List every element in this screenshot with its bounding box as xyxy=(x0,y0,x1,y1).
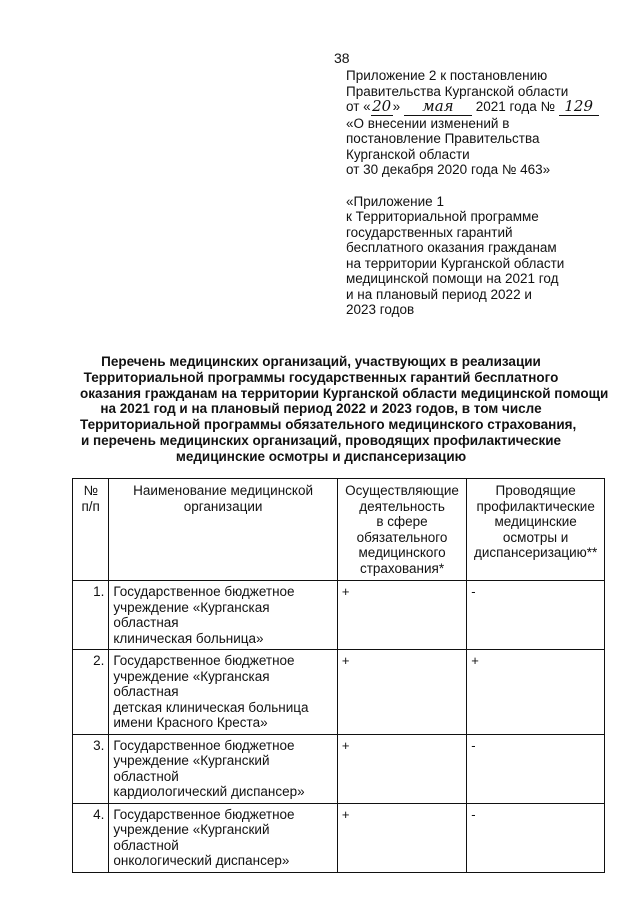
appendix1-line: «Приложение 1 xyxy=(346,193,444,209)
header-text: организации xyxy=(183,498,263,514)
title-line: оказания гражданам на территории Курганской области медицинской помощи xyxy=(80,385,609,401)
row-oms: + xyxy=(337,581,466,650)
handwritten-number: 129 xyxy=(559,99,599,116)
row-prof: + xyxy=(467,650,605,735)
date-mid: » xyxy=(392,99,401,114)
header-text: медицинского xyxy=(358,545,446,560)
title-line: Территориальной программы обязательного медицинского страхования, xyxy=(80,417,577,433)
year-text: 2021 года № xyxy=(475,99,555,114)
header-text: Осуществляющие xyxy=(345,483,459,498)
name-line: Государственное бюджетное xyxy=(113,584,295,599)
name-line: учреждение «Курганский областной xyxy=(113,822,270,853)
appendix-date-line xyxy=(346,99,616,116)
appendix-header xyxy=(346,68,616,318)
appendix-line: постановление Правительства xyxy=(346,131,540,146)
appendix-line: Курганской области xyxy=(346,146,470,162)
appendix-line: Приложение 2 к постановлению xyxy=(346,68,548,83)
document-title xyxy=(80,354,609,465)
name-line: Государственное бюджетное xyxy=(113,737,295,753)
title-line: медицинские осмотры и диспансеризацию xyxy=(175,448,467,464)
name-line: учреждение «Курганский областной xyxy=(113,753,270,784)
table-row xyxy=(73,650,605,735)
header-text: страхования* xyxy=(359,560,445,576)
title-line: на 2021 год и на плановый период 2022 и 2023 годов, в том числе xyxy=(100,401,542,417)
header-text: осмотры и xyxy=(502,529,569,545)
row-num: 4. xyxy=(73,803,109,872)
name-line: клиническая больница» xyxy=(113,630,264,646)
header-text: Проводящие xyxy=(495,483,576,498)
page-number: 38 xyxy=(334,50,350,66)
row-name xyxy=(109,650,337,735)
header-text: диспансеризацию** xyxy=(473,545,598,560)
appendix1-line: государственных гарантий xyxy=(346,224,513,240)
appendix-line: Правительства Курганской области xyxy=(346,83,569,99)
header-text: Наименование медицинской xyxy=(133,483,314,498)
name-line: Государственное бюджетное xyxy=(113,806,295,822)
header-prof xyxy=(467,479,605,581)
name-line: учреждение «Курганская областная xyxy=(113,668,270,699)
header-text: № xyxy=(83,483,98,498)
appendix1-line: на территории Курганской области xyxy=(346,255,565,271)
header-name xyxy=(109,479,337,581)
name-line: учреждение «Курганская областная xyxy=(113,599,270,630)
name-line: Государственное бюджетное xyxy=(113,653,295,668)
row-prof: - xyxy=(467,803,605,872)
handwritten-day: 20 xyxy=(372,97,392,115)
appendix-line: от 30 декабря 2020 года № 463» xyxy=(346,162,551,177)
header-text: в сфере xyxy=(376,514,428,529)
table-row xyxy=(73,803,605,872)
row-oms: + xyxy=(337,650,466,735)
title-line: и перечень медицинских организаций, проводящих профилактические xyxy=(80,432,562,448)
row-oms: + xyxy=(337,734,466,803)
header-text: обязательного xyxy=(356,529,448,545)
name-line: кардиологический диспансер» xyxy=(113,784,305,799)
row-num: 2. xyxy=(73,650,109,735)
header-text: деятельность xyxy=(359,498,445,514)
header-text: медицинские xyxy=(494,514,577,529)
appendix1-line: 2023 годов xyxy=(346,302,415,317)
header-num xyxy=(73,479,109,581)
row-name xyxy=(109,581,337,650)
table-row xyxy=(73,734,605,803)
handwritten-month: мая xyxy=(404,99,472,116)
appendix-line: «О внесении изменений в xyxy=(346,115,510,131)
appendix1-line: к Территориальной программе xyxy=(346,209,539,224)
appendix1-line: медицинской помощи на 2021 год xyxy=(346,271,559,286)
row-prof: - xyxy=(467,734,605,803)
appendix1-line: бесплатного оказания гражданам xyxy=(346,240,557,255)
header-text: п/п xyxy=(81,498,100,514)
header-oms xyxy=(337,479,466,581)
table-header-row xyxy=(73,479,605,581)
date-prefix: от « xyxy=(346,99,371,114)
header-text: профилактические xyxy=(476,498,595,514)
title-line: Перечень медицинских организаций, участвующих в реализации xyxy=(101,354,541,369)
name-line: имени Красного Креста» xyxy=(113,715,268,730)
row-num: 3. xyxy=(73,734,109,803)
row-oms: + xyxy=(337,803,466,872)
table-row xyxy=(73,581,605,650)
name-line: детская клиническая больница xyxy=(113,699,309,715)
row-name xyxy=(109,803,337,872)
row-name xyxy=(109,734,337,803)
row-num: 1. xyxy=(73,581,109,650)
appendix1-line: и на плановый период 2022 и xyxy=(346,286,532,302)
row-prof: - xyxy=(467,581,605,650)
organizations-table xyxy=(72,478,605,873)
title-line: Территориальной программы государственных гарантий бесплатного xyxy=(83,369,559,385)
name-line: онкологический диспансер» xyxy=(113,853,290,868)
